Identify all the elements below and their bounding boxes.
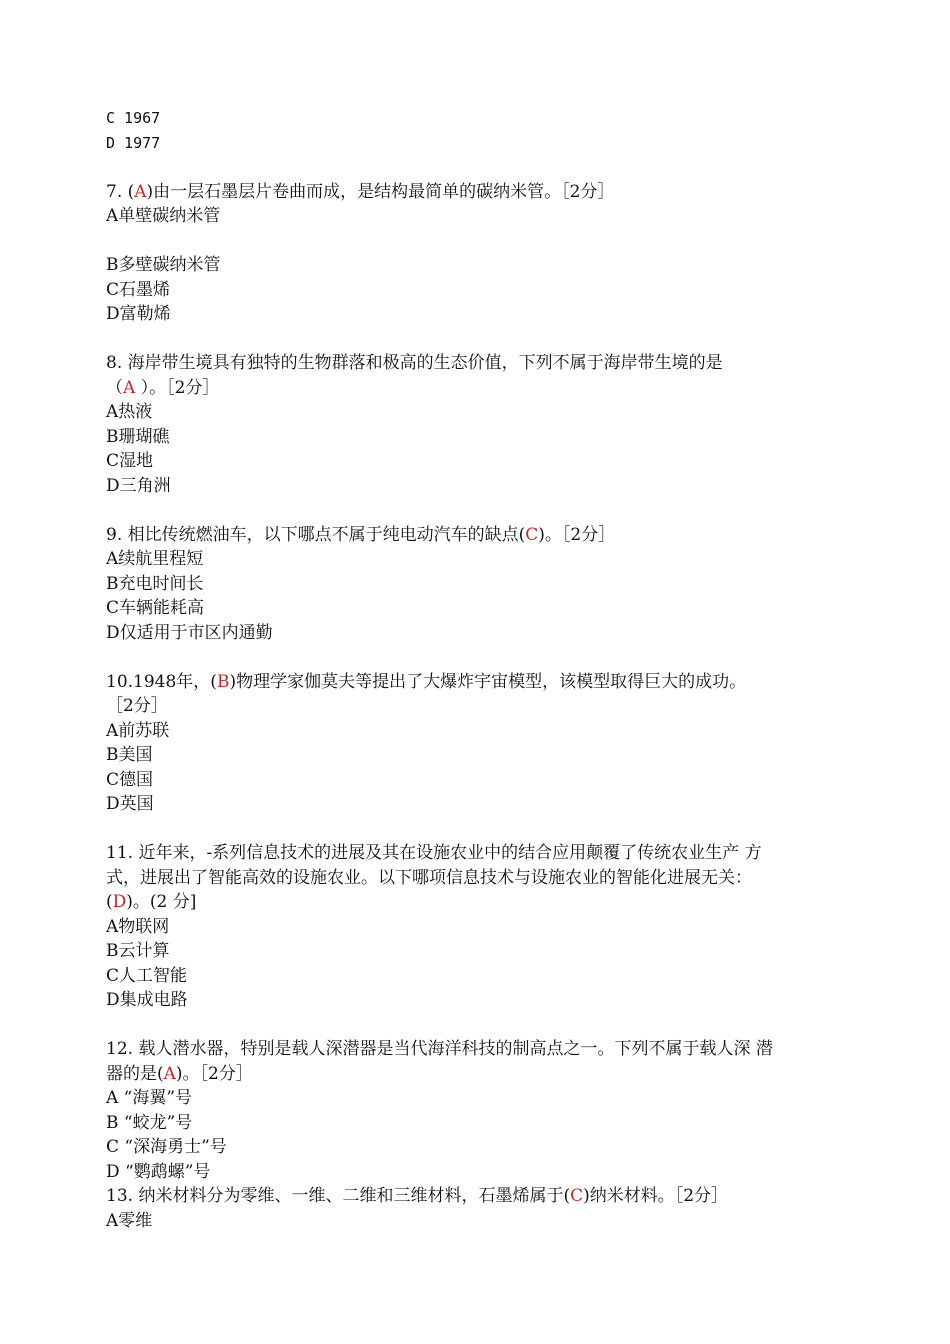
question-11-line1: 11. 近年来，-系列信息技术的进展及其在设施农业中的结合应用颠覆了传统农业生产 方 (106, 843, 762, 863)
q11-option-a: A物联网 (106, 916, 170, 937)
question-12-line2: 器的是(A)。［2分］ (106, 1063, 253, 1084)
question-9: 9. 相比传统燃油车，以下哪点不属于纯电动汽车的缺点(C)。［2分］ (106, 524, 616, 545)
q11-option-b: B云计算 (106, 941, 170, 961)
answer-7: A (134, 181, 147, 202)
q10-option-c: C德国 (106, 769, 154, 790)
q8-option-b: B珊瑚礁 (106, 426, 170, 447)
q11-option-c: C人工智能 (106, 965, 188, 986)
answer-11: D (112, 892, 127, 912)
q8-option-a: A热液 (106, 402, 153, 422)
q11-option-d: D集成电路 (106, 990, 188, 1010)
q7-option-a: A单壁碳纳米管 (106, 206, 221, 226)
answer-12: A (163, 1063, 176, 1084)
answer-8: A (123, 377, 136, 398)
question-12-line1: 12. 载人潜水器，特别是载人深潜器是当代海洋科技的制高点之一。下列不属于载人深 潜 (106, 1039, 773, 1059)
q10-option-a: A前苏联 (106, 720, 170, 741)
document-page (106, 106, 866, 1233)
q7-option-c: C石墨烯 (106, 279, 171, 300)
answer-13: C (570, 1186, 584, 1206)
q13-option-a: A零维 (106, 1210, 153, 1231)
q9-option-b: B充电时间长 (106, 573, 204, 594)
question-8-line2: （A ）。［2分］ (106, 377, 220, 398)
q8-option-d: D三角洲 (106, 475, 171, 496)
question-13: 13. 纳米材料分为零维、一维、二维和三维材料，石墨烯属于(C)纳米材料。［2分］ (106, 1186, 729, 1206)
q7-option-d: D富勒烯 (106, 304, 171, 324)
q7-option-b: B多壁碳纳米管 (106, 255, 221, 275)
q10-option-d: D英国 (106, 794, 154, 814)
option-c: C 1967 (106, 109, 161, 127)
q12-option-d: D “鹦鹉螺”号 (106, 1161, 211, 1182)
q9-option-c: C车辆能耗高 (106, 598, 205, 618)
question-10-line1: 10.1948年，(B)物理学家伽莫夫等提出了大爆炸宇宙模型，该模型取得巨大的成功。 (106, 671, 747, 692)
question-8-line1: 8. 海岸带生境具有独特的生物群落和极高的生态价值，下列不属于海岸带生境的是 (106, 353, 723, 373)
q9-option-a: A续航里程短 (106, 549, 204, 569)
q10-option-b: B美国 (106, 745, 153, 765)
option-d: D 1977 (106, 133, 161, 152)
question-7: 7. (A)由一层石墨层片卷曲而成，是结构最简单的碳纳米管。［2分］ (106, 181, 615, 202)
answer-10: B (216, 671, 230, 692)
q12-option-c: C “深海勇士”号 (106, 1137, 227, 1157)
q12-option-b: B “蛟龙”号 (106, 1112, 193, 1133)
q9-option-d: D仅适用于市区内通勤 (106, 622, 273, 643)
answer-9: C (525, 524, 539, 545)
q12-option-a: A “海翼”号 (106, 1088, 193, 1108)
q8-option-c: C湿地 (106, 451, 154, 471)
question-11-line2: 式，进展出了智能高效的设施农业。以下哪项信息技术与设施农业的智能化进展无关： (106, 867, 752, 888)
question-10-line2: ［2分］ (106, 696, 168, 716)
question-11-line3: (D)。(2 分] (106, 892, 197, 912)
